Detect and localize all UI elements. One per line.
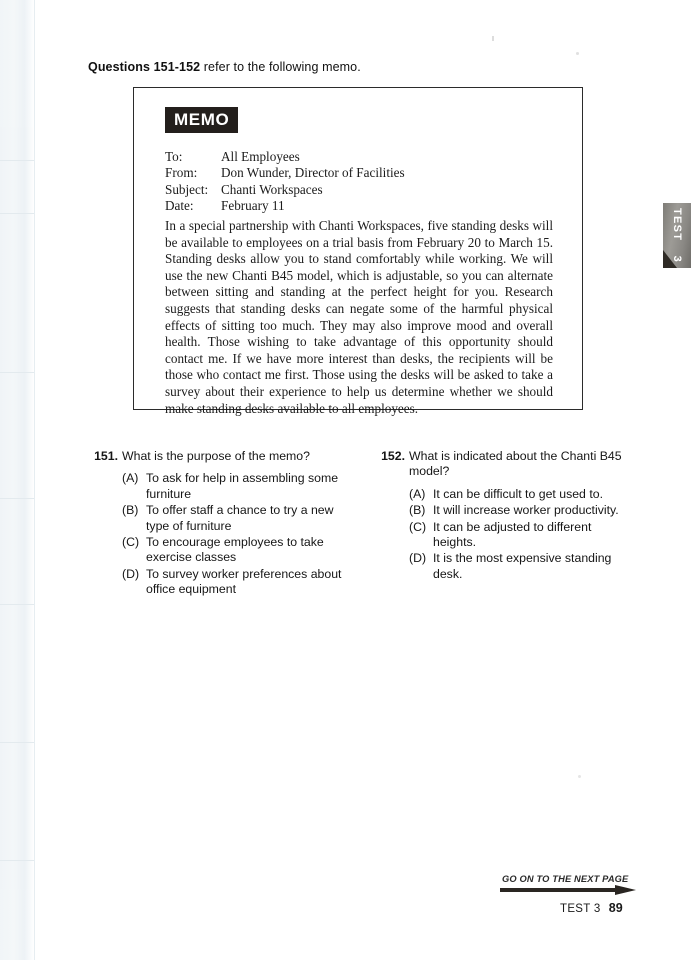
option-text: It can be adjusted to different heights. [433,519,592,550]
side-tab-test-number: 3 [671,255,683,263]
option-letter: (C) [409,519,427,534]
footer-page-line [560,901,623,915]
memo-field-row [165,198,405,214]
answer-option-d[interactable] [122,567,356,598]
question-stem [375,449,637,480]
memo-box [133,87,583,416]
option-text: To encourage employees to take exercise classes [146,535,324,565]
answer-option-d[interactable] [409,551,637,582]
option-text: To survey worker preferences about office equipment [146,566,342,597]
answer-option-c[interactable] [409,520,637,551]
memo-field-value: All Employees [221,149,300,164]
question-152 [375,449,637,583]
option-text: It is the most expensive standing desk. [433,551,612,581]
option-letter: (C) [122,535,140,550]
question-151 [88,449,356,599]
go-on-to-next-page [500,874,640,895]
option-letter: (D) [409,551,427,566]
option-letter: (A) [409,486,426,501]
memo-field-row [165,165,405,181]
memo-field-value: February 11 [221,198,285,214]
questions-heading-rest: refer to the following memo. [203,60,361,74]
memo-body-paragraph: In a special partnership with Chanti Workspaces, five standing desks will be available to employees on a trial basis from February 20 to March 15. Standing desks allow you to stand comfortably while working. We will use the new Chanti B45 model, which is adjustable, so you can alternate between sitting and standing at the perfect height for you. Research suggests that standing desks can negate some of the harmful physical effects of sitting too much. They may also improve mood and overall health. Those wishing to take advantage of this opportunity should contact me. If we have more interest than desks, the recipients will be those who contact me first. Those using the desks will be asked to take a survey about their experience to help us determine whether we should make standing desks available to all employees. [165,218,553,416]
question-text: What is indicated about the Chanti B45 model? [409,449,622,479]
memo-field-value: Don Wunder, Director of Facilities [221,165,405,181]
go-on-text: GO ON TO THE NEXT PAGE [502,874,629,884]
answer-option-b[interactable] [122,503,356,534]
side-tab-test-3 [663,203,691,268]
memo-field-label: Date: [165,198,194,214]
footer-test-label: TEST 3 [560,903,601,915]
right-arrow-icon [500,885,640,895]
option-letter: (B) [122,503,139,518]
memo-field-row [165,149,405,165]
memo-header-fields [165,149,405,215]
scan-edge-line [34,0,35,960]
scan-speck [576,52,579,55]
scan-speck [578,775,581,778]
answer-options [375,487,637,582]
side-tab-test-word: TEST [671,208,683,242]
memo-field-label: To: [165,149,183,164]
answer-options [88,471,356,597]
question-stem [88,449,356,464]
memo-badge: MEMO [165,107,238,133]
memo-field-row [165,182,405,198]
option-letter: (B) [409,503,426,518]
answer-option-a[interactable] [122,471,356,502]
question-number: 151. [94,449,118,463]
option-text: It will increase worker productivity. [433,503,619,518]
answer-option-b[interactable] [409,503,637,518]
questions-heading [88,60,361,74]
questions-range-label: Questions 151-152 [88,60,201,74]
scan-speck [492,36,494,41]
scan-edge-artifact [0,0,34,960]
option-text: It can be difficult to get used to. [433,486,603,501]
question-text: What is the purpose of the memo? [122,449,310,463]
footer-page-number: 89 [608,901,623,915]
memo-field-label: From: [165,165,198,181]
question-number: 152. [381,449,405,463]
option-letter: (A) [122,471,139,486]
memo-field-label: Subject: [165,181,209,197]
option-text: To offer staff a chance to try a new type of furniture [146,503,334,533]
memo-field-value: Chanti Workspaces [221,181,323,197]
answer-option-c[interactable] [122,535,356,566]
option-text: To ask for help in assembling some furniture [146,471,339,501]
option-letter: (D) [122,566,140,581]
answer-option-a[interactable] [409,487,637,502]
side-tab-fold-corner [663,250,677,268]
